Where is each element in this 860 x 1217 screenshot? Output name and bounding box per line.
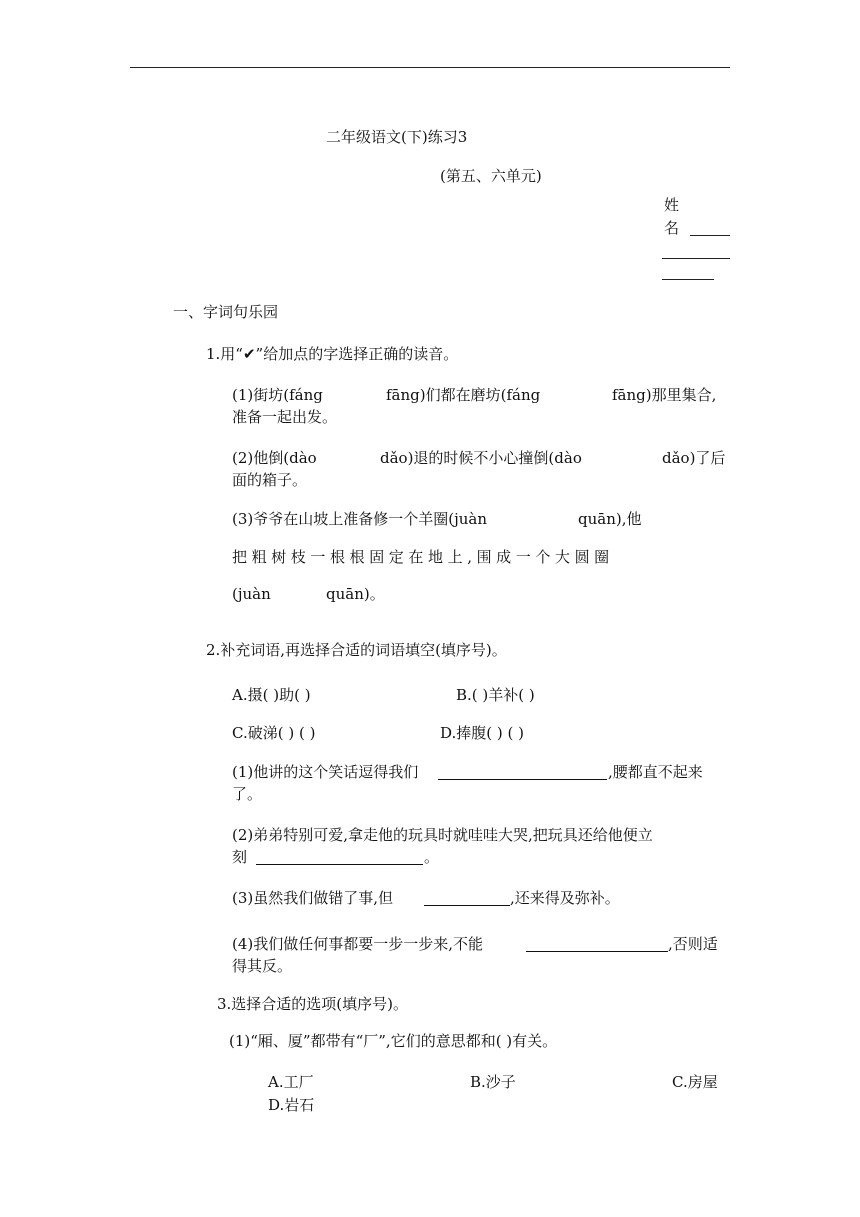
q1-item1-d: 准备一起出发。: [232, 408, 338, 426]
q1-item3-c: 把粗树枝一根根固定在地上,围成一个大圆圈: [232, 548, 614, 566]
q2-stem: 2.补充词语,再选择合适的词语填空(填序号)。: [206, 641, 507, 659]
q2-option-c: C.破涕( ) ( ): [232, 724, 316, 742]
q2-s3-blank[interactable]: [424, 889, 510, 906]
q2-s2-a: (2)弟弟特别可爱,拿走他的玩具时就哇哇大哭,把玩具还给他便立: [232, 826, 653, 844]
q1-item1-b: fāng)们都在磨坊(fáng: [386, 386, 541, 404]
q1-item2-b: dǎo)退的时候不小心撞倒(dào: [380, 449, 582, 467]
page-subtitle: (第五、六单元): [440, 167, 542, 185]
q2-s3-b: ,还来得及弥补。: [510, 889, 620, 907]
q2-s4-b: ,否则适: [668, 935, 718, 953]
q2-option-b: B.( )羊补( ): [456, 686, 535, 704]
section-heading: 一、字词句乐园: [173, 303, 279, 321]
q1-item1-a: (1)街坊(fáng: [232, 386, 323, 404]
name-label-2: 名: [664, 219, 680, 237]
q2-s1-a: (1)他讲的这个笑话逗得我们: [232, 763, 419, 781]
q3-option-c: C.房屋: [672, 1073, 718, 1091]
q2-s2-c: 。: [424, 848, 440, 866]
q2-option-a: A.摄( )助( ): [232, 686, 311, 704]
q1-item3-a: (3)爷爷在山坡上准备修一个羊圈(juàn: [232, 510, 488, 528]
q3-option-b: B.沙子: [470, 1073, 516, 1091]
q1-item2-a: (2)他倒(dào: [232, 449, 317, 467]
q1-item2-d: 面的箱子。: [232, 471, 308, 489]
name-line-3[interactable]: [662, 279, 714, 280]
name-label-1: 姓: [664, 196, 680, 214]
q3-option-a: A.工厂: [268, 1073, 314, 1091]
q3-s1: (1)“厢、厦”都带有“厂”,它们的意思都和( )有关。: [229, 1032, 558, 1050]
q2-s1-b: ,腰都直不起来: [608, 763, 703, 781]
q3-option-d: D.岩石: [268, 1096, 315, 1114]
q2-s2-blank[interactable]: [256, 848, 423, 865]
q2-s4-a: (4)我们做任何事都要一步一步来,不能: [232, 935, 484, 953]
q1-item2-c: dǎo)了后: [662, 449, 726, 467]
q2-s3-a: (3)虽然我们做错了事,但: [232, 889, 394, 907]
name-line-1[interactable]: [690, 235, 730, 236]
q2-s4-c: 得其反。: [232, 957, 293, 975]
q1-item3-d: (juàn: [232, 585, 271, 603]
q2-s1-blank[interactable]: [438, 763, 607, 780]
name-line-2[interactable]: [662, 258, 730, 259]
q1-item3-e: quān)。: [326, 585, 385, 603]
q2-option-d: D.捧腹( ) ( ): [440, 724, 524, 742]
q2-s1-c: 了。: [232, 785, 263, 803]
top-rule: [130, 67, 730, 68]
q1-stem: 1.用“✔”给加点的字选择正确的读音。: [206, 345, 459, 363]
q1-item3-b: quān),他: [578, 510, 642, 528]
page-title: 二年级语文(下)练习3: [326, 128, 468, 146]
q3-stem: 3.选择合适的选项(填序号)。: [217, 995, 409, 1013]
q1-item1-c: fāng)那里集合,: [612, 386, 717, 404]
q2-s4-blank[interactable]: [526, 935, 668, 952]
q2-s2-b: 刻: [232, 848, 248, 866]
